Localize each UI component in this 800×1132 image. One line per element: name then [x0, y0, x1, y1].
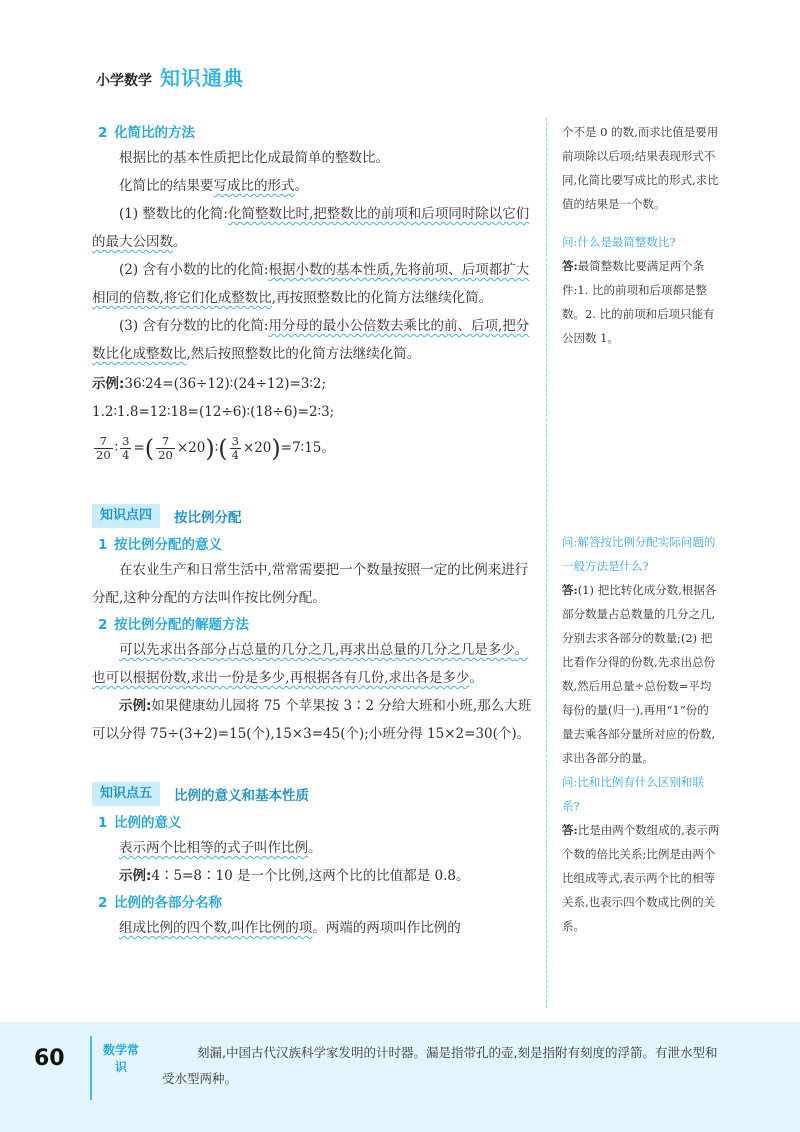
example-line: 1.2∶1.8=12∶18=(12÷6)∶(18÷6)=2∶3;	[92, 404, 335, 420]
example-label: 示例:	[119, 868, 152, 884]
main-column	[92, 120, 532, 942]
paragraph: (2) 含有小数的比的化简:根据小数的基本性质,先将前项、后项都扩大相同的倍数,将它们化成整数比,再按照整数比的化简方法继续化简。	[92, 262, 530, 306]
example-label: 示例:	[92, 376, 125, 392]
side-question: 问:解答按比例分配实际问题的一般方法是什么?	[562, 535, 716, 573]
paragraph: 化简比的结果要写成比的形式。	[119, 178, 308, 194]
page-number: 60	[34, 1046, 65, 1071]
paragraph: 表示两个比相等的式子叫作比例。	[119, 840, 322, 856]
knowledge-point-title: 比例的意义和基本性质	[174, 788, 310, 804]
footer-label: 数学常识	[103, 1043, 140, 1074]
paragraph: 在农业生产和日常生活中,常常需要把一个数量按照一定的比例来进行分配,这种分配的方法叫作按比例分配。	[92, 562, 529, 606]
side-question: 问:比和比例有什么区别和联系?	[562, 775, 704, 813]
side-answer: 答:比是由两个数组成的,表示两个数的倍比关系;比例是由两个比组成等式,表示两个比的相等关系,也表示四个数成比例的关系。	[562, 823, 720, 933]
section-heading: 2 比例的各部分名称	[98, 895, 222, 911]
side-answer: 答:(1) 把比转化成分数,根据各部分数量占总数量的几分之几,分别去求各部分的数量;(2) 把比看作分得的份数,先求出总份数,然后用总量÷总份数=平均每份的量(归一),再用“1”份的量去乘各部分量所对应的份数,求出各部分的量。	[562, 583, 717, 765]
column-divider	[546, 118, 547, 1008]
side-answer: 答:最简整数比要满足两个条件:1. 比的前项和后项都是整数。2. 比的前项和后项只能有公因数 1。	[562, 259, 715, 345]
knowledge-point-tag: 知识点五	[92, 782, 160, 806]
header-title: 知识通典	[160, 66, 244, 90]
footer-divider	[90, 1036, 92, 1100]
section-heading: 2 按比例分配的解题方法	[98, 617, 249, 633]
section-heading: 2 化简比的方法	[98, 125, 195, 141]
knowledge-point-tag: 知识点四	[92, 504, 160, 528]
fraction-example: $\frac{7}{20}$ ∶ $\frac{3}{4}$ =( $\frac{7}{20}$ ×20)∶( $\frac{3}{4}$ ×20)=7∶15。	[96, 434, 335, 463]
paragraph: 可以先求出各部分占总量的几分之几,再求出总量的几分之几是多少。也可以根据份数,求出一份是多少,再根据各有几份,求出各是多少。	[92, 642, 529, 686]
example: 示例:36∶24=(36÷12)∶(24÷12)=3∶2;	[92, 376, 327, 392]
example: 示例:如果健康幼儿园将 75 个苹果按 3∶2 分给大班和小班,那么大班可以分得 75÷(3+2)=15(个),15×3=45(个);小班分得 15×2=30(个)。	[92, 698, 532, 742]
side-note: 个不是 0 的数,而求比值是要用前项除以后项;结果表现形式不同,化简比要写成比的形式,求比值的结果是一个数。	[562, 125, 719, 211]
side-question: 问:什么是最简整数比?	[562, 235, 676, 249]
header-subtitle: 小学数学	[96, 73, 152, 89]
section-heading: 1 比例的意义	[98, 815, 182, 831]
footer-text: 刻漏,中国古代汉族科学家发明的计时器。漏是指带孔的壶,刻是指附有刻度的浮箭。有泄水型和受水型两种。	[162, 1045, 718, 1086]
paragraph: (1) 整数比的化简:化简整数比时,把整数比的前项和后项同时除以它们的最大公因数。	[92, 206, 530, 250]
example-label: 示例:	[119, 698, 152, 714]
paragraph: 组成比例的四个数,叫作比例的项。两端的两项叫作比例的	[119, 920, 461, 936]
paragraph: 根据比的基本性质把比化成最简单的整数比。	[119, 150, 389, 166]
sidebar-notes	[562, 120, 720, 938]
page-header	[96, 62, 244, 90]
section-heading: 1 按比例分配的意义	[98, 537, 222, 553]
knowledge-point-heading	[92, 504, 532, 528]
example: 示例:4∶5=8∶10 是一个比例,这两个比的比值都是 0.8。	[119, 868, 470, 884]
knowledge-point-heading	[92, 782, 532, 806]
knowledge-point-title: 按比例分配	[174, 510, 242, 526]
paragraph: (3) 含有分数的比的化简:用分母的最小公倍数去乘比的前、后项,把分数比化成整数比,然后按照整数比的化简方法继续化简。	[92, 318, 530, 362]
